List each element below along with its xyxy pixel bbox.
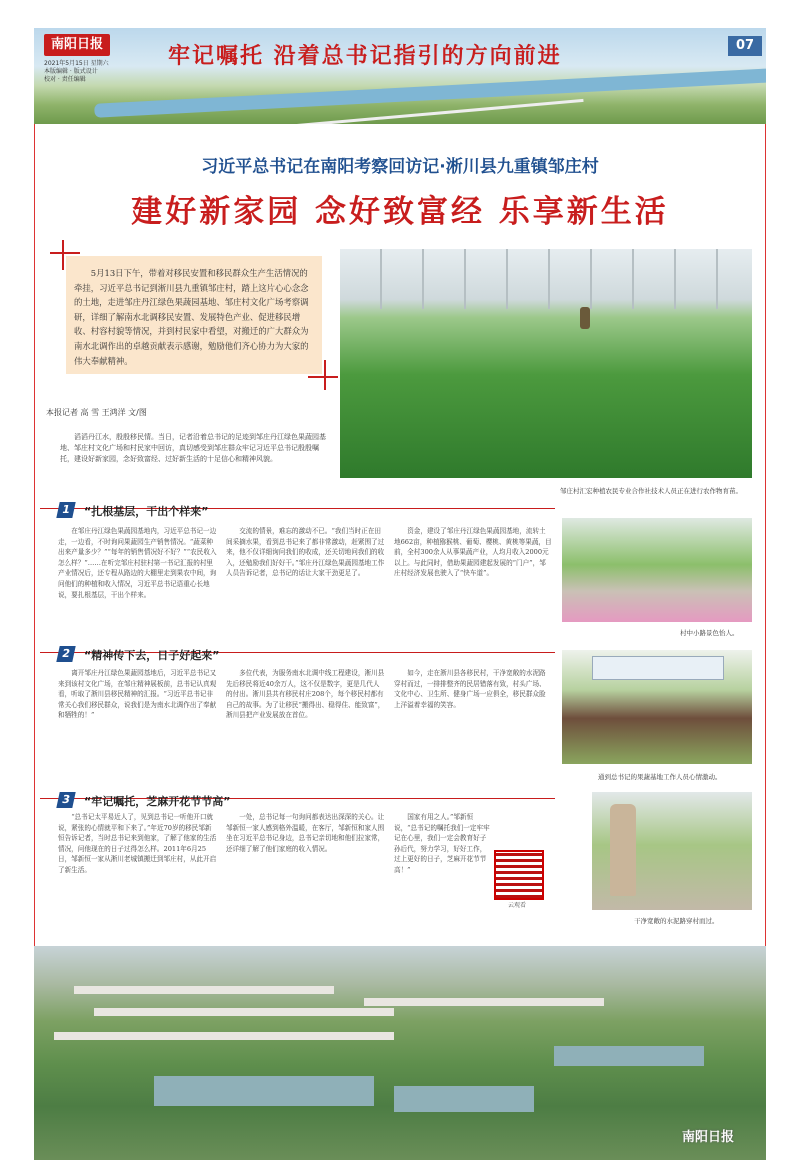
section-number: 2 [56,646,75,662]
section-title: “精神传下去，日子好起来” [84,649,220,662]
section-title: “牢记嘱托，芝麻开花节节高” [84,795,231,808]
qr-label: 云观看 [507,902,526,909]
date-line: 2021年5月15日 星期六 [44,60,109,67]
corner-mark [308,376,338,378]
section-title: “扎根基层，干出个样来” [84,505,209,518]
date-line: 校对 · 责任编辑 [44,76,86,83]
kicker-title: 习近平总书记在南阳考察回访记·淅川县九重镇邹庄村 [201,157,599,177]
watermark-logo: 南阳日报 [682,1130,735,1145]
aerial-village-photo [34,946,766,1160]
pond [154,1076,374,1106]
village-stone [610,804,636,896]
signboard [592,656,724,680]
section-column: 一处，总书记每一句询问都表达出深深的关心。让邹新恒一家人感到格外温暖，在客厅，邹新恒和家人围坐在习近平总书记身边，总书记亲切地和他们拉家常，还详细了解了他们家庭的收入情况。 [226,813,385,853]
lead-paragraph: 5月13日下午，带着对移民安置和移民群众生产生活情况的牵挂，习近平总书记到淅川县九重镇邹庄村，踏上这片心心念念的土地，走进邹庄丹江绿色果蔬园基地、邹庄村文化广场考察调研，详细了解南水北调移民安置、发展特色产业、促进移民增收、村容村貌等情况，并到村民家中看望，对搬迁的广大群众为南水北调作出的卓越贡献表示感谢，勉励他们齐心协力为大家的伟大奉献精神。 [74,268,309,366]
corner-mark [324,360,326,390]
section-number: 3 [56,792,75,808]
section-column: 交流的情景，难忘的激动不已。“我们当时正在田间采摘水果，看到总书记来了都非常激动，赶紧围了过来，他不仅详细询问我们的收成，还关切地问我们的收入，还勉励我们好好干。”邹庄丹江绿色果蔬园基地工作人员告诉记者，总书记的话让大家干劲更足了。 [226,527,385,578]
photo-caption: 干净宽敞的水泥路穿村而过。 [634,917,719,925]
greenhouse-photo [340,249,752,478]
corner-mark [50,252,80,254]
village-road-photo [562,518,752,622]
newspaper-logo: 南阳日报 [44,34,110,56]
house-row [364,998,604,1006]
section-column: 资金，建设了邹庄丹江绿色果蔬园基地，流转土地662亩，种植猕猴桃、葡萄、樱桃、黄桃等果蔬，目前，全村300余人从事果蔬产业，人均月收入2000元以上。与此同时，借助果蔬园建起发展的“门户”，邹庄村经济发展也驶入了“快车道”。 [394,527,552,578]
qr-code[interactable] [494,850,544,900]
worker-figure [580,307,590,329]
house-row [94,1008,394,1016]
edition-info [44,60,124,84]
pond [554,1046,704,1066]
byline: 本报记者 高 雪 王鸿洋 文/图 [46,408,147,417]
photo-caption: 村中小路景色怡人。 [680,629,739,637]
photo-caption: 邹庄村汇宏种植农民专业合作社技术人员正在进行农作物育苗。 [560,487,742,495]
intro-paragraph: 滔滔丹江水，殷殷移民情。当日，记者沿着总书记的足迹到邹庄丹江绿色果蔬园基地、邹庄村文化广场和村民家中回访，真切感受到邹庄群众牢记习近平总书记殷殷嘱托，建设好新家园，念好致富经、过好新生活的十足信心和精神风貌。 [60,433,326,463]
house-row [54,1032,394,1040]
group-photo [562,650,752,764]
house-row [74,986,334,994]
section-column: 离开邹庄丹江绿色果蔬园基地后，习近平总书记又来到该村文化广场，在邹庄精神展板前，总书记认真观看，听取了淅川县移民精神的汇报。“习近平总书记非常关心我们移民群众，说我们是为南水北调作出了奉献和牺牲的！” [58,669,217,720]
main-headline: 建好新家园 念好致富经 乐享新生活 [131,194,669,230]
page-number: 07 [728,36,762,56]
date-line: 本版编辑 · 版式设计 [44,68,98,75]
section-column: 多位代表，为服务南水北调中线工程建设，淅川县先后移民将近40余万人，这不仅是数字，更是几代人的付出。淅川县共有移民村庄208个，每个移民村都有自己的故事。为了让移民“搬得出、稳得住、能致富”，淅川县把产业发展放在首位。 [226,669,385,720]
section-column: 国家有用之人。”邹新恒说，“总书记的嘱托我们一定牢牢记在心里，我们一定会教育好子孙后代，努力学习，好好工作，过上更好的日子，芝麻开花节节高！” [394,813,490,874]
photo-caption: 通到总书记的果蔬基地工作人员心情激动。 [598,773,722,781]
village-stone-photo [592,792,752,910]
section-number: 1 [56,502,75,518]
corner-mark [62,240,64,270]
page-slogan: 牢记嘱托 沿着总书记指引的方向前进 [168,44,562,69]
section-column: 在邹庄丹江绿色果蔬园基地内，习近平总书记一边走，一边看，不时询问果蔬园生产销售情况。“蔬菜种出来产量多少？”“每年的销售情况好不好？”“农民收入怎么样？”……在听完邹庄村驻村第一书记汇报的村里产业情况后，还专程从路边的大棚里走到果农中间，询问他们的种植和收入情况，习近平总书记语重心长地说，要扎根基层，干出个样来。 [58,527,217,599]
pond [394,1086,534,1112]
river [94,68,766,118]
section-column: “总书记太平易近人了，见到总书记一听他开口就说，紧张的心情就平和下来了。”年近70岁的移民邹新恒告诉记者，当时总书记来到他家，了解了他家的生活情况，问他现在的日子过得怎么样。2011年6月25日，邹新恒一家从淅川老城镇搬迁到邹庄村，从此开启了新生活。 [58,813,217,874]
section-column: 如今，走在淅川县各移民村，干净宽敞的水泥路穿村而过，一排排整齐的民居错落有致，村头广场、文化中心、卫生所、健身广场一应俱全，移民群众脸上洋溢着幸福的笑容。 [394,669,546,709]
greenhouse-frame [340,249,752,309]
